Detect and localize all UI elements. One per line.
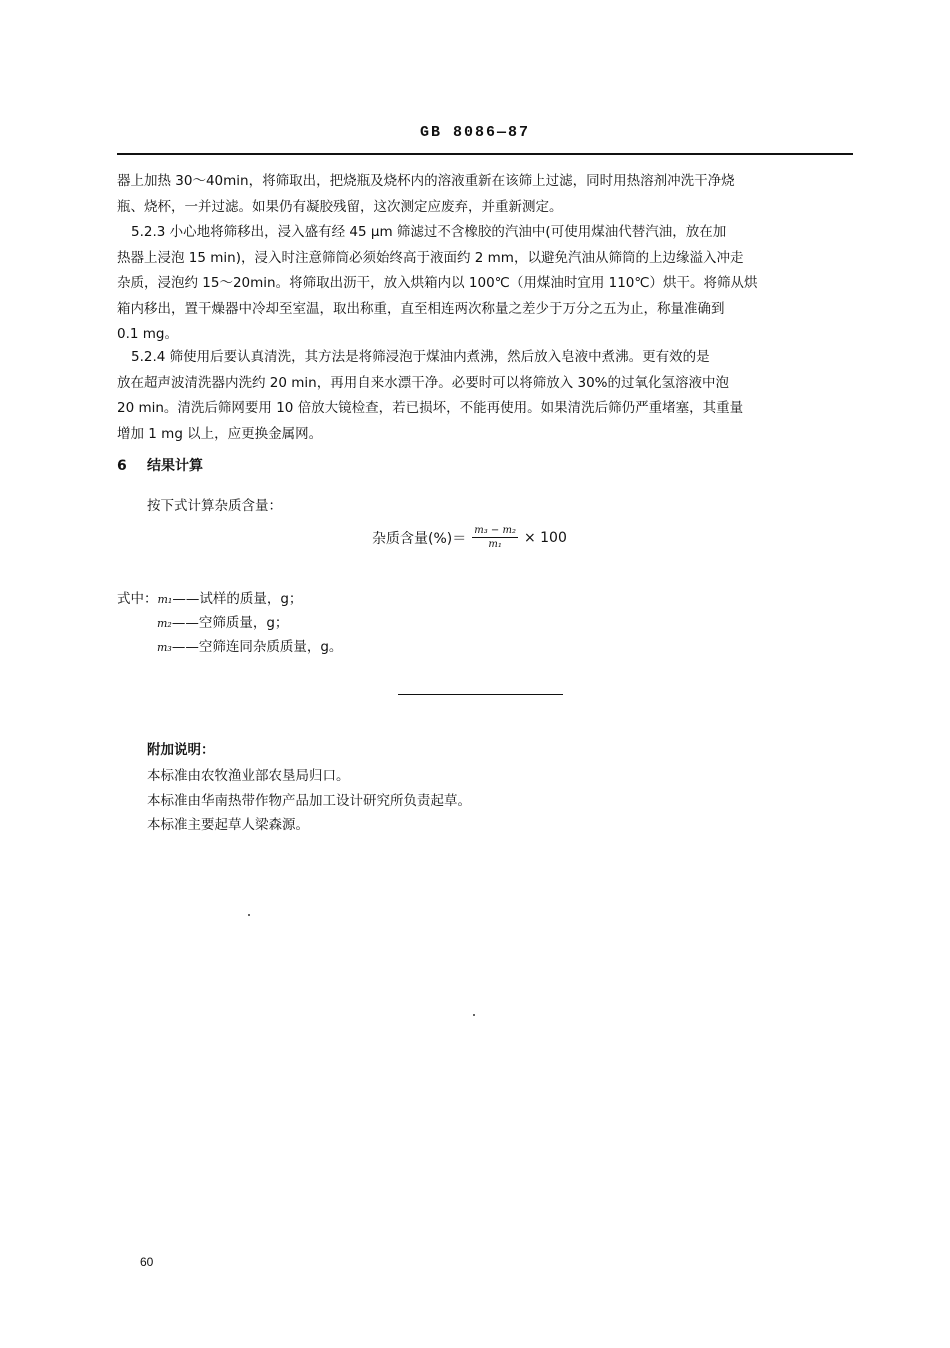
variable-symbol: m₁ — [157, 593, 173, 606]
variable-symbol: m₂ — [157, 617, 172, 630]
section-number: 6 — [117, 458, 127, 474]
variable-desc: ——空筛连同杂质质量，g。 — [171, 639, 343, 655]
scan-speck — [248, 914, 250, 916]
scan-speck — [473, 1014, 475, 1016]
note-line: 本标准由华南热带作物产品加工设计研究所负责起草。 — [147, 793, 471, 809]
page-number: 60 — [140, 1255, 154, 1269]
paragraph-line: 5.2.4 筛使用后要认真清洗，其方法是将筛浸泡于煤油内煮沸，然后放入皂液中煮沸。更有效的是 — [131, 349, 710, 365]
paragraph-line: 器上加热 30～40min，将筛取出，把烧瓶及烧杯内的溶液重新在该筛上过滤，同时用热溶剂冲洗干净烧 — [117, 173, 735, 189]
paragraph-line: 杂质，浸泡约 15～20min。将筛取出沥干，放入烘箱内以 100℃（用煤油时宜用 110℃）烘干。将筛从烘 — [117, 275, 758, 291]
variable-desc: ——空筛质量，g； — [171, 615, 289, 631]
header-rule — [117, 153, 853, 155]
where-label: 式中： — [117, 591, 158, 607]
paragraph-line: 热器上浸泡 15 min)，浸入时注意筛筒必须始终高于液面约 2 mm，以避免汽油从筛筒的上边缘溢入冲走 — [117, 249, 744, 266]
paragraph-line: 箱内移出，置干燥器中冷却至室温，取出称重，直至相连两次称量之差少于万分之五为止，称量准确到 — [117, 300, 725, 317]
paragraph-line: 瓶、烧杯，一并过滤。如果仍有凝胶残留，这次测定应废弃，并重新测定。 — [117, 198, 563, 215]
paragraph-line: 20 min。清洗后筛网要用 10 倍放大镜检查，若已损坏，不能再使用。如果清洗后筛仍严重堵塞，其重量 — [117, 400, 744, 416]
end-divider — [398, 694, 563, 695]
paragraph-line: 增加 1 mg 以上，应更换金属网。 — [117, 425, 323, 442]
where-row-1 — [117, 587, 302, 607]
variable-desc: ——试样的质量，g； — [172, 591, 303, 607]
where-row-2 — [157, 611, 288, 631]
formula-numerator: m₃ − m₂ — [474, 525, 516, 536]
where-row-3 — [157, 635, 342, 655]
paragraph-line: 0.1 mg。 — [117, 326, 178, 342]
formula-denominator: m₁ — [488, 539, 502, 550]
formula-rhs: × 100 — [523, 529, 567, 546]
note-line: 本标准主要起草人梁森源。 — [147, 817, 309, 833]
standard-code-header: GB 8086—87 — [419, 124, 530, 141]
impurity-formula — [372, 524, 567, 551]
section-6-heading — [117, 455, 203, 475]
paragraph-line: 5.2.3 小心地将筛移出，浸入盛有经 45 μm 筛滤过不含橡胶的汽油中(可使用煤油代替汽油，放在加 — [131, 224, 727, 240]
clause-5-2-3 — [117, 220, 854, 348]
formula-intro: 按下式计算杂质含量： — [147, 498, 282, 514]
paragraph-continued — [117, 169, 854, 220]
paragraph-line: 放在超声波清洗器内洗约 20 min，再用自来水漂干净。必要时可以将筛放入 30%的过氧化氢溶液中泡 — [117, 374, 730, 391]
section-title: 结果计算 — [147, 458, 203, 474]
note-line: 本标准由农牧渔业部农垦局归口。 — [147, 768, 350, 784]
notes-title: 附加说明： — [147, 742, 215, 758]
variable-symbol: m₃ — [157, 641, 172, 654]
clause-5-2-4 — [117, 345, 854, 447]
formula-lhs: 杂质含量(%)＝ — [372, 530, 467, 547]
formula-fraction — [472, 524, 518, 551]
